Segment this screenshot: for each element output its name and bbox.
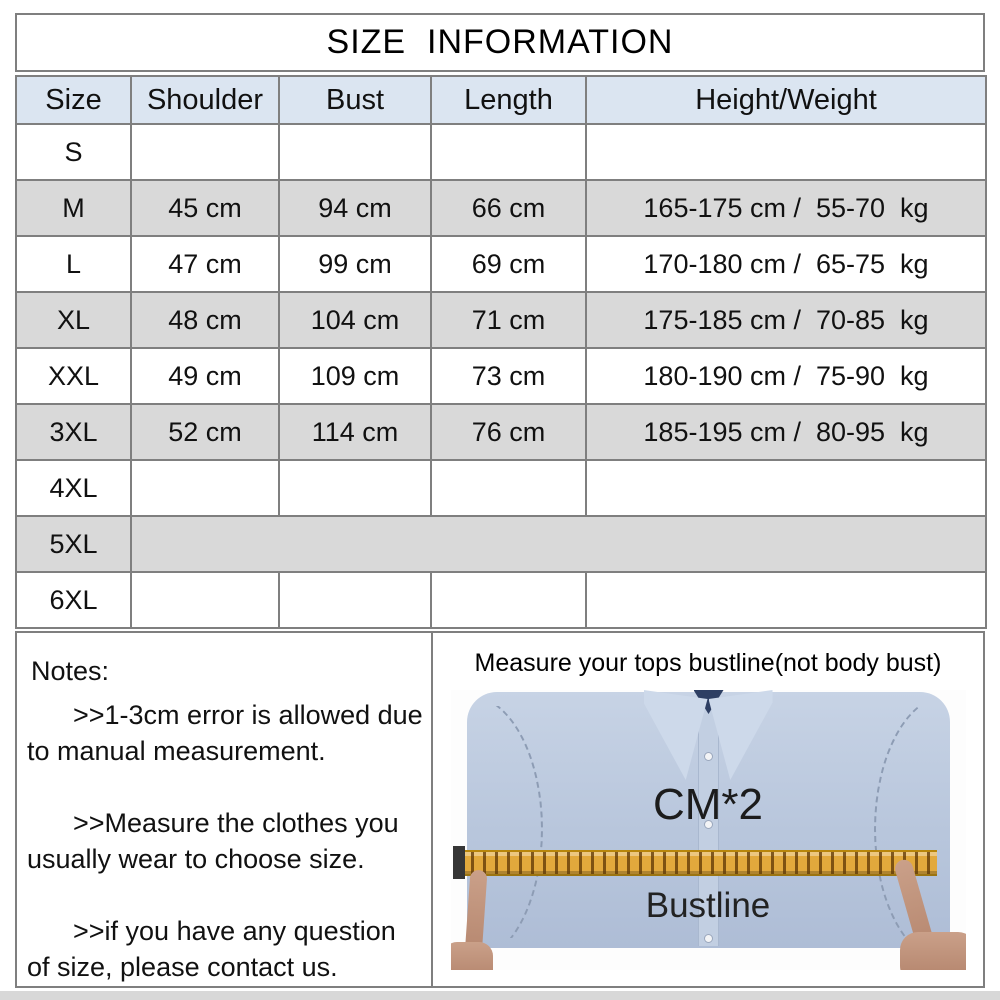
cell-size: L: [16, 236, 131, 292]
bustline-label: Bustline: [645, 886, 771, 925]
cell-shoulder: 45 cm: [131, 180, 279, 236]
size-table: [15, 75, 987, 629]
table-row-3xl: [16, 404, 986, 460]
cell-bust: [279, 460, 431, 516]
table-row-xxl: [16, 348, 986, 404]
table-row-4xl: [16, 460, 986, 516]
cell-shoulder: 48 cm: [131, 292, 279, 348]
cell-shoulder: 49 cm: [131, 348, 279, 404]
cell-length: [431, 460, 586, 516]
cell-length: 76 cm: [431, 404, 586, 460]
cell-length: [431, 124, 586, 180]
cell-height-weight: 170-180 cm / 65-75 kg: [586, 236, 986, 292]
cell-length: 69 cm: [431, 236, 586, 292]
cell-height-weight: 180-190 cm / 75-90 kg: [586, 348, 986, 404]
column-header-bust: Bust: [279, 76, 431, 124]
bottom-section: [15, 631, 985, 988]
cell-bust: 99 cm: [279, 236, 431, 292]
cell-bust: 104 cm: [279, 292, 431, 348]
bustline-photo: [451, 690, 966, 970]
note-item: >>Measure the clothes you usually wear to choose size.: [27, 808, 399, 874]
note-item: >>1-3cm error is allowed due to manual measurement.: [27, 700, 423, 766]
cell-size: 3XL: [16, 404, 131, 460]
cell-height-weight: 165-175 cm / 55-70 kg: [586, 180, 986, 236]
cell-size: 5XL: [16, 516, 131, 572]
notes-panel: [17, 633, 433, 986]
cell-shoulder: 47 cm: [131, 236, 279, 292]
bottom-gray-strip: [0, 991, 1000, 1000]
column-header-length: Length: [431, 76, 586, 124]
note-item: >>if you have any question of size, please contact us.: [27, 916, 396, 982]
table-row-5xl: [16, 516, 986, 572]
right-hand: [900, 932, 966, 970]
cell-height-weight: [586, 460, 986, 516]
cell-height-weight: [586, 572, 986, 628]
shirt-button: [704, 934, 713, 943]
table-row-6xl: [16, 572, 986, 628]
cell-size: 4XL: [16, 460, 131, 516]
cell-size: 6XL: [16, 572, 131, 628]
cell-length: 73 cm: [431, 348, 586, 404]
cell-size: M: [16, 180, 131, 236]
table-row-l: [16, 236, 986, 292]
column-header-height-weight: Height/Weight: [586, 76, 986, 124]
cell-height-weight: 185-195 cm / 80-95 kg: [586, 404, 986, 460]
cell-bust: [279, 124, 431, 180]
cell-bust: 94 cm: [279, 180, 431, 236]
table-row-xl: [16, 292, 986, 348]
cell-size: XL: [16, 292, 131, 348]
measure-caption: Measure your tops bustline(not body bust): [474, 649, 942, 677]
cell-bust: 114 cm: [279, 404, 431, 460]
cm2-label: CM*2: [652, 780, 764, 829]
cell-shoulder: [131, 572, 279, 628]
cell-length: 66 cm: [431, 180, 586, 236]
cell-height-weight: 175-185 cm / 70-85 kg: [586, 292, 986, 348]
cell-size: XXL: [16, 348, 131, 404]
column-header-shoulder: Shoulder: [131, 76, 279, 124]
left-hand: [451, 942, 493, 970]
tape-measure: [459, 850, 937, 876]
cell-bust: [279, 572, 431, 628]
notes-heading: Notes:: [31, 656, 110, 686]
cell-merged-empty: [131, 516, 986, 572]
table-row-s: [16, 124, 986, 180]
cell-shoulder: [131, 460, 279, 516]
shirt-button: [704, 752, 713, 761]
cell-bust: 109 cm: [279, 348, 431, 404]
cell-shoulder: 52 cm: [131, 404, 279, 460]
column-header-size: Size: [16, 76, 131, 124]
page-title: SIZE INFORMATION: [15, 13, 985, 72]
cell-size: S: [16, 124, 131, 180]
tape-measure-end: [453, 846, 465, 879]
cell-length: 71 cm: [431, 292, 586, 348]
cell-height-weight: [586, 124, 986, 180]
table-header-row: [16, 76, 986, 124]
content-wrap: [15, 13, 985, 988]
cell-length: [431, 572, 586, 628]
table-row-m: [16, 180, 986, 236]
measure-panel: [433, 633, 983, 986]
cell-shoulder: [131, 124, 279, 180]
